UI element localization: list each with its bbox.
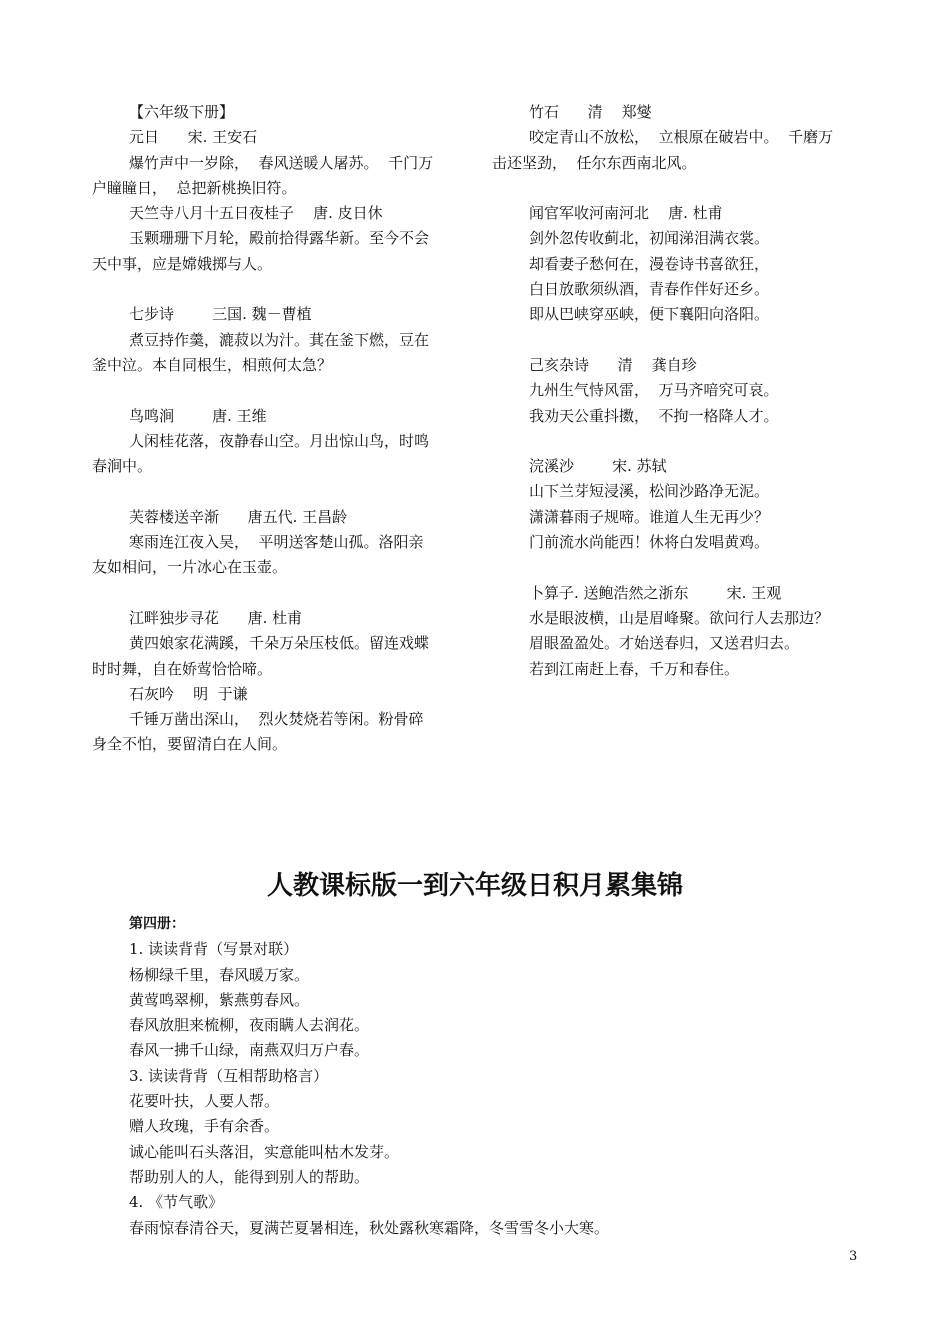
poem-line: 闻官军收河南河北 唐. 杜甫 [529,204,723,223]
poem-line: 眉眼盈盈处。才始送春归，又送君归去。 [529,634,800,653]
blank-line [92,378,462,403]
poem-line: 户瞳瞳日， 总把新桃换旧符。 [92,178,297,197]
poem-line: 石灰吟 明 于谦 [129,684,248,703]
poem-line: 白日放歌须纵酒，青春作伴好还乡。 [529,280,770,299]
poem-line: 爆竹声中一岁除， 春风送暖人屠苏。 千门万 [129,153,434,172]
poem-line: 天竺寺八月十五日夜桂子 唐. 皮日休 [129,204,383,223]
poem-line: 竹石 清 郑燮 [529,103,652,121]
blank-line [492,328,864,353]
poem-line: 若到江南赶上春，千万和春住。 [529,659,740,678]
poem-line: 七步诗 三国. 魏－曹植 [129,305,312,324]
section-line: 1. 读读背背（写景对联） [129,940,299,959]
poem-line: 釜中泣。本自同根生，相煎何太急？ [92,355,333,374]
poem-line: 千锤万凿出深山， 烈火焚烧若等闲。粉骨碎 [129,710,424,729]
page-number: 3 [849,1249,858,1264]
blank-line [492,555,864,580]
poem-line: 煮豆持作羹，漉菽以为汁。萁在釜下燃，豆在 [129,330,430,349]
left-poem-column [92,100,462,758]
poem-line: 人闲桂花落，夜静春山空。月出惊山鸟，时鸣 [129,431,430,450]
poem-line: 身全不怕，要留清白在人间。 [92,735,288,754]
poem-line: 鸟鸣涧 唐. 王维 [129,406,267,425]
blank-line [92,581,462,606]
section-line: 4. 《节气歌》 [129,1193,224,1212]
section-line: 黄莺鸣翠柳，紫燕剪春风。 [129,990,310,1009]
poem-line: 我劝天公重抖擞， 不拘一格降人才。 [529,406,779,425]
section-heading: 第四册： [129,916,185,932]
section-line: 花要叶扶，人要人帮。 [129,1092,280,1111]
section-line: 春风一拂千山绿，南燕双归万户春。 [129,1041,370,1060]
section-line: 春雨惊春清谷天，夏满芒夏暑相连，秋处露秋寒霜降，冬雪雪冬小大寒。 [129,1218,610,1237]
poem-line: 九州生气恃风雷， 万马齐喑究可哀。 [529,381,779,400]
section-line: 赠人玫瑰，手有余香。 [129,1117,280,1136]
blank-line [92,277,462,302]
poem-line: 江畔独步寻花 唐. 杜甫 [129,608,303,627]
blank-line [92,479,462,504]
accumulation-section [129,912,889,1241]
poem-line: 门前流水尚能西！休将白发唱黄鸡。 [529,533,770,552]
poem-line: 天中事，应是嫦娥掷与人。 [92,254,273,273]
poem-line: 浣溪沙 宋. 苏轼 [529,457,667,476]
poem-line: 击还坚劲， 任尔东西南北风。 [492,153,697,172]
poem-line: 寒雨连江夜入吴， 平明送客楚山孤。洛阳亲 [129,533,424,552]
poem-line: 春涧中。 [92,457,153,476]
poem-line: 水是眼波横，山是眉峰聚。欲问行人去那边？ [529,608,830,627]
poem-line: 芙蓉楼送辛渐 唐五代. 王昌龄 [129,507,348,526]
poem-line: 玉颗珊珊下月轮，殿前拾得露华新。至今不会 [129,229,430,248]
blank-line [492,176,864,201]
page-title: 人教课标版一到六年级日积月累集锦 [266,871,683,901]
poem-line: 卜算子. 送鲍浩然之浙东 宋. 王观 [529,583,782,602]
poem-line: 却看妻子愁何在，漫卷诗书喜欲狂， [529,254,770,273]
section-line: 诚心能叫石头落泪，实意能叫枯木发芽。 [129,1142,400,1161]
section-line: 帮助别人的人，能得到别人的帮助。 [129,1167,370,1186]
poem-line: 友如相问，一片冰心在玉壶。 [92,558,288,577]
section-line: 春风放胆来梳柳，夜雨瞒人去润花。 [129,1016,370,1035]
section-line: 3. 读读背背（互相帮助格言） [129,1066,329,1085]
poem-line: 剑外忽传收蓟北，初闻涕泪满衣裳。 [529,229,770,248]
right-poem-column [492,100,864,682]
poem-line: 黄四娘家花满蹊，千朵万朵压枝低。留连戏蝶 [129,634,430,653]
poem-line: 己亥杂诗 清 龚自珍 [529,355,697,374]
poem-line: 【六年级下册】 [129,103,235,121]
poem-line: 元日 宋. 王安石 [129,128,258,147]
poem-line: 山下兰芽短浸溪，松间沙路净无泥。 [529,482,770,501]
poem-line: 时时舞，自在娇莺恰恰啼。 [92,659,273,678]
blank-line [492,429,864,454]
poem-line: 即从巴峡穿巫峡，便下襄阳向洛阳。 [529,305,770,324]
poem-line: 潇潇暮雨子规啼。谁道人生无再少？ [529,507,770,526]
section-lines [129,937,889,1241]
poem-line: 咬定青山不放松， 立根原在破岩中。 千磨万 [529,128,834,147]
section-line: 杨柳绿千里，春风暖万家。 [129,965,310,984]
